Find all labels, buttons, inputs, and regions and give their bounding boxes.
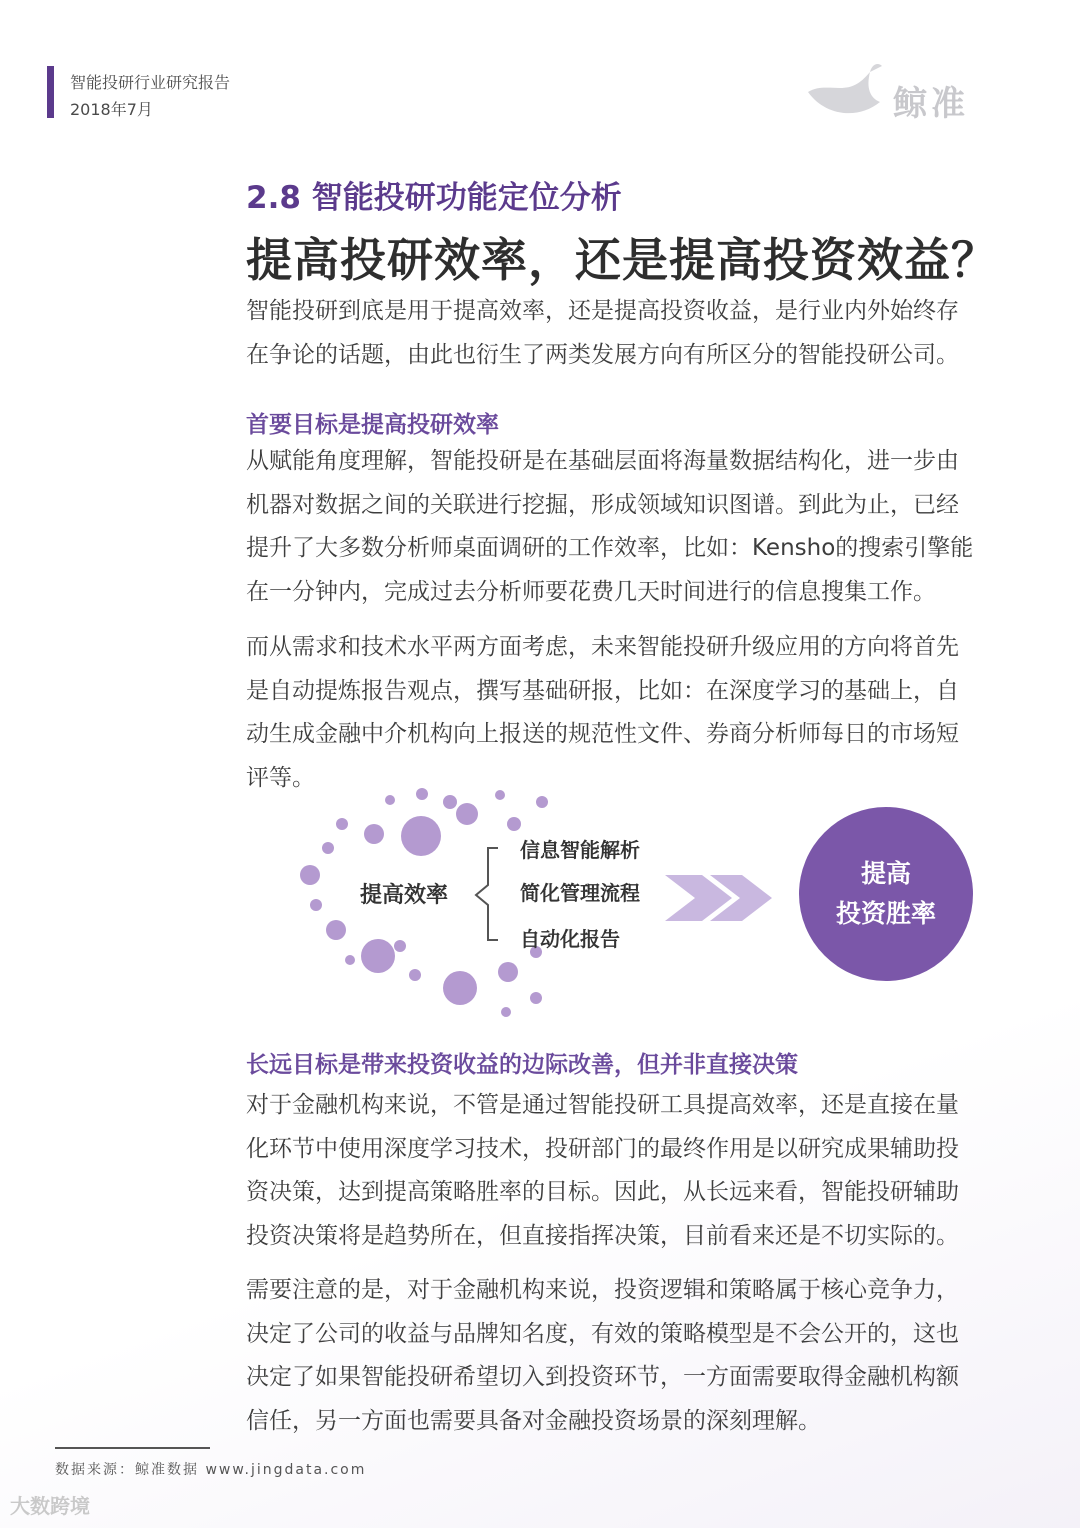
center-label: 提高效率 [360,883,449,908]
goal1-paragraph-1 [246,440,1036,614]
text-line: 而从需求和技术水平两方面考虑，未来智能投研升级应用的方向将首先 [246,634,959,660]
text-line: 评等。 [246,764,315,791]
text-line: 决定了公司的收益与品牌知名度，有效的策略模型是不会公开的，这也 [246,1320,959,1347]
branch-item-1: 信息智能解析 [520,838,640,862]
branch-item-2: 简化管理流程 [520,881,640,905]
goal2-paragraph-1 [246,1084,1036,1258]
section-title: 2.8 智能投研功能定位分析 [246,180,622,216]
goal1-heading: 首要目标是提高投研效率 [246,412,499,438]
text-line: 化环节中使用深度学习技术，投研部门的最终作用是以研究成果辅助投 [246,1135,959,1162]
intro-paragraph [246,290,1036,377]
branch-item-3: 自动化报告 [520,927,620,951]
header-accent-bar [47,66,54,118]
chevron-arrow-icon [665,875,772,921]
text-line: 是自动提炼报告观点，撰写基础研报，比如：在深度学习的基础上，自 [246,677,959,704]
goal2-heading: 长远目标是带来投资收益的边际改善，但并非直接决策 [246,1052,798,1078]
data-source: 数据来源：鲸准数据 www.jingdata.com [55,1462,367,1478]
text-line: 决定了如果智能投研希望切入到投资环节，一方面需要取得金融机构额 [246,1364,959,1390]
report-date: 2018年7月 [70,100,153,119]
text-line: 提升了大多数分析师桌面调研的工作效率，比如：Kensho的搜索引擎能 [246,535,974,561]
footer-divider [55,1447,210,1449]
text-line: 对于金融机构来说，不管是通过智能投研工具提高效率，还是直接在量 [246,1092,959,1118]
text-line: 在一分钟内，完成过去分析师要花费几天时间进行的信息搜集工作。 [246,578,936,605]
goal2-paragraph-2 [246,1269,1036,1443]
text-line: 投资决策将是趋势所在，但直接指挥决策，目前看来还是不切实际的。 [246,1222,959,1249]
page-headline: 提高投研效率，还是提高投资效益？ [246,233,998,287]
text-line: 需要注意的是，对于金融机构来说，投资逻辑和策略属于核心竞争力， [246,1277,959,1303]
text-line: 从赋能角度理解，智能投研是在基础层面将海量数据结构化，进一步由 [246,448,959,474]
result-label-line2: 投资胜率 [835,899,937,928]
text-line: 动生成金融中介机构向上报送的规范性文件、券商分析师每日的市场短 [246,721,959,747]
text-line: 智能投研到底是用于提高效率，还是提高投资收益，是行业内外始终存 [246,298,959,324]
text-line: 机器对数据之间的关联进行挖掘，形成领域知识图谱。到此为止，已经 [246,491,959,518]
watermark: 大数跨境 [10,1494,90,1518]
branch-bracket [476,848,498,940]
report-title: 智能投研行业研究报告 [70,73,231,92]
efficiency-diagram [290,780,990,1030]
result-label-line1: 提高 [860,859,912,888]
text-line: 在争论的话题，由此也衍生了两类发展方向有所区分的智能投研公司。 [246,341,959,368]
logo-wordmark: 鲸准 [893,84,969,124]
text-line: 资决策，达到提高策略胜率的目标。因此，从长远来看，智能投研辅助 [246,1179,959,1205]
result-circle [799,807,973,981]
text-line: 信任，另一方面也需要具备对金融投资场景的深刻理解。 [246,1407,821,1434]
goal1-paragraph-2 [246,626,1036,800]
